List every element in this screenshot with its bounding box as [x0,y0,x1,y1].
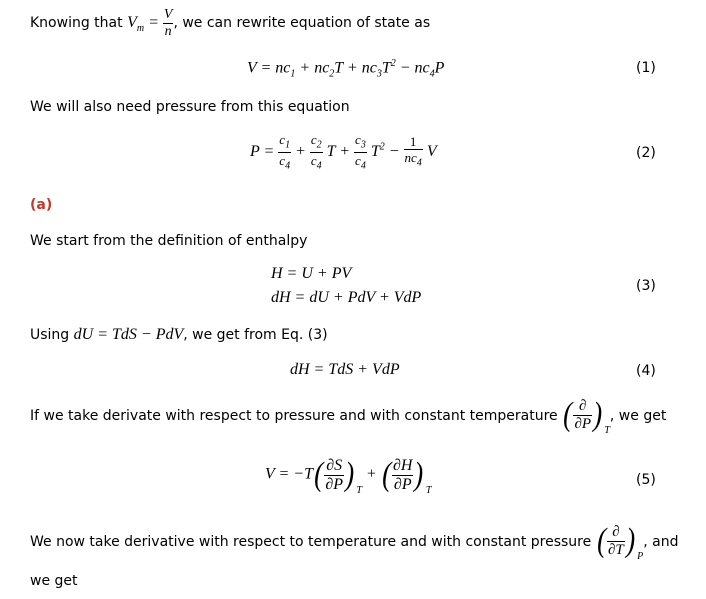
equation-2: P = $\frac{c_1}{c_4}$ + $\frac{c_2}{c_4}$ T + $\frac{c_3}{c_4}$ $T^2$ − $\frac{1}{nc_4}$ V [250,132,437,172]
derivative-pressure-text-before: If we take derivate with respect to pressure and with constant temperature [30,407,558,424]
partial-t-constant-p: ( $\frac{\partial}{\partial T}$ ) $_P$ [596,522,644,562]
intro-text-before: Knowing that [30,15,123,32]
derivative-temperature-line [30,522,678,562]
derivative-pressure-line [30,396,666,436]
partial-p-constant-t: ( $\frac{\partial}{\partial P}$ ) $_T$ [563,396,610,436]
derivative-temperature-text-after: , and [643,533,679,550]
equation-5-number: (5) [636,472,656,488]
molar-volume-definition: $V_m$ = $\frac{V}{n}$ [127,7,173,39]
derivative-temperature-text-before: We now take derivative with respect to temperature and with constant pressure [30,533,592,550]
equation-2-number: (2) [636,145,656,161]
equation-3-line-2: dH = dU + PdV + VdP [271,289,422,306]
using-line [30,326,328,344]
equation-4: dH = TdS + VdP [290,361,400,378]
derivative-pressure-text-after: , we get [609,407,667,424]
du-relation: dU = TdS − PdV [73,326,184,343]
pressure-line: We will also need pressure from this equation [30,99,350,115]
equation-1-number: (1) [636,60,656,76]
using-text-after: , we get from Eq. (3) [183,327,328,343]
part-a-heading: (a) [30,197,53,213]
intro-text-after: , we can rewrite equation of state as [173,15,431,32]
equation-3-number: (3) [636,278,656,294]
using-text-before: Using [30,327,70,343]
equation-1: $V = nc_1 + nc_2T + nc_3T^2 - nc_4P$ [247,58,445,80]
enthalpy-line: We start from the definition of enthalpy [30,233,308,249]
equation-5: V = −T( $\frac{\partial S}{\partial P}$ ) $_T$ + ( $\frac{\partial H}{\partial P}$ ) $_T$ [265,456,432,496]
we-get-line: we get [30,573,78,589]
equation-3-line-1: H = U + PV [271,265,352,282]
equation-4-number: (4) [636,363,656,379]
intro-line [30,8,430,39]
